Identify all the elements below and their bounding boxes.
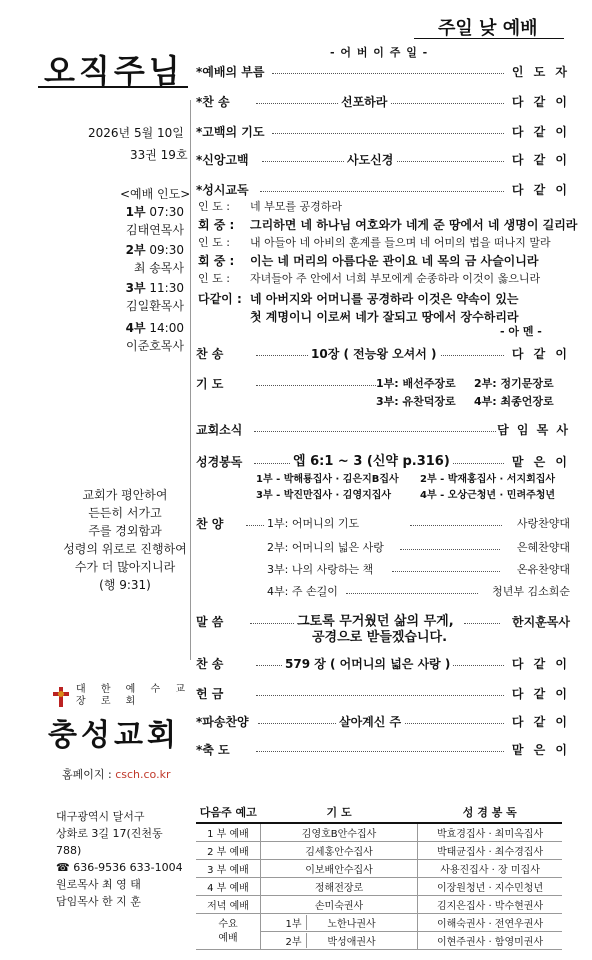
prayer-part-2: 2부: 정기문장로 [474,377,554,390]
reading-line: 회 중 : 그리하면 네 하나님 여호와가 네게 준 땅에서 네 생명이 길리라 [198,218,578,232]
order-hymn-2: 찬 송 10장 ( 전능왕 오셔서 ) 다 같 이 [196,344,570,364]
table-row: 수요 예배 1부 노한나권사 이해숙권사 · 전연우권사 [196,914,562,932]
leaders-title: <예배 인도> [120,187,191,201]
homepage-link[interactable]: csch.co.kr [115,768,171,781]
reading-line: 첫 계명이니 이로써 네가 잘되고 땅에서 장수하리라 [250,310,519,324]
order-scripture: 성경봉독 엡 6:1 ~ 3 (신약 p.316) 맡 은 이 [196,452,570,472]
reading-line: 회 중 : 이는 네 머리의 아름다운 관이요 네 목의 금 사슬이니라 [198,254,539,268]
bulletin-date: 2026년 5월 10일 [88,126,184,140]
sermon-title-line2: 공경으로 받들겠습니다. [312,630,448,645]
motto-title: 오직주님 [44,52,184,90]
order-church-news: 교회소식 담 임 목 사 [196,423,570,437]
scripture-readers-1: 1부 - 박해룡집사 · 김은지B집사 [256,474,399,485]
choir-item: 1부: 어머니의 기도 사랑찬양대 [196,514,570,534]
reading-line: 다같이 : 네 아버지와 어머니를 공경하라 이것은 약속이 있는 [198,292,519,306]
church-name: 충성교회 [48,718,180,753]
amen: - 아 멘 - [500,325,542,338]
choir-item: 2부: 어머니의 넓은 사랑 은혜찬양대 [196,538,570,558]
order-hymn-opening: *찬 송 선포하라 다 같 이 [196,92,570,112]
choir-item: 4부: 주 손길이 청년부 김소희순 [196,582,570,602]
choir-item: 3부: 나의 사랑하는 책 온유찬양대 [196,560,570,580]
order-creed: *신앙고백 사도신경 다 같 이 [196,150,570,170]
scripture-readers-3: 3부 - 박진만집사 · 김영지집사 [256,490,392,501]
service-1: 1부 07:30 김태연목사 [125,205,184,237]
title-underline [414,38,564,39]
next-week-table [196,802,562,950]
order-choir: 찬 양 [196,514,570,534]
denomination: 대 한 예 수 교 장 로 회 [76,684,192,707]
reading-line: 인 도 : 내 아들아 네 아비의 훈계를 들으며 네 어미의 법을 떠나지 말라 [198,236,551,249]
prayer-part-3: 3부: 유찬덕장로 [376,395,456,408]
table-row: 2부 박성애권사 이현주권사 · 함영미권사 [196,932,562,950]
order-benediction: *축 도 맡 은 이 [196,743,570,757]
order-responsive-reading: *성시교독 다 같 이 [196,183,570,197]
table-row: 1 부 예배 김영호B안수집사 박효경집사 · 최미옥집사 [196,823,562,842]
table-row: 2 부 예배 김세홍안수집사 박태균집사 · 최수경집사 [196,842,562,860]
homepage: 홈페이지 : csch.co.kr [62,768,171,781]
worship-subtitle: - 어 버 이 주 일 - [330,46,429,59]
column-divider [190,100,191,660]
prayer-part-4: 4부: 최종언장로 [474,395,554,408]
order-sending-hymn: *파송찬양 살아계신 주 다 같 이 [196,712,570,732]
reading-line: 인 도 : 자녀들아 주 안에서 너희 부모에게 순종하라 이것이 옳으니라 [198,272,541,285]
order-hymn-3: 찬 송 579 장 ( 어머니의 넓은 사랑 ) 다 같 이 [196,654,570,674]
scripture-readers-4: 4부 - 오상근청년 · 민려주청년 [420,490,556,501]
order-call-to-worship: *예배의 부름 인 도 자 [196,65,570,79]
order-prayer: 기 도 [196,374,570,394]
scripture-readers-2: 2부 - 박재홍집사 · 서지회집사 [420,474,556,485]
table-header-row [196,802,562,823]
bulletin-volume: 33권 19호 [130,148,188,162]
table-row: 4 부 예배 정해전장로 이장원청년 · 지수민청년 [196,878,562,896]
table-header: 성 경 봉 독 [418,802,562,823]
table-header: 다음주 예고 [196,802,261,823]
order-confession: *고백의 기도 다 같 이 [196,125,570,139]
table-row: 저녁 예배 손미숙권사 김지은집사 · 박수현권사 [196,896,562,914]
church-address: 대구광역시 달서구 상화로 3길 17(진천동 788) ☎ 636-9536 633-1004 원로목사 최 영 태 담임목사 한 지 훈 [56,810,183,908]
service-4: 4부 14:00 이준호목사 [125,321,184,353]
reading-line: 인 도 : 네 부모를 공경하라 [198,200,343,213]
order-sermon: 말 씀 그토록 무거웠던 삶의 무게, 한지훈목사 [196,612,570,632]
service-2: 2부 09:30 최 송목사 [125,243,184,275]
service-3: 3부 11:30 김일환목사 [125,281,184,313]
order-offering: 헌 금 다 같 이 [196,687,570,701]
table-header: 기 도 [261,802,418,823]
worship-title: 주일 낮 예배 [438,18,538,39]
scripture-verse: 교회가 평안하여 든든히 서가고 주를 경외함과 성령의 위로로 진행하여 수가 더 많아지니라 (행 9:31) [63,488,187,592]
cross-logo-icon [50,686,72,708]
motto-underline [38,86,188,88]
prayer-part-1: 1부: 배선주장로 [376,377,456,390]
table-row: 3 부 예배 이보배안수집사 사용진집사 · 장 미집사 [196,860,562,878]
